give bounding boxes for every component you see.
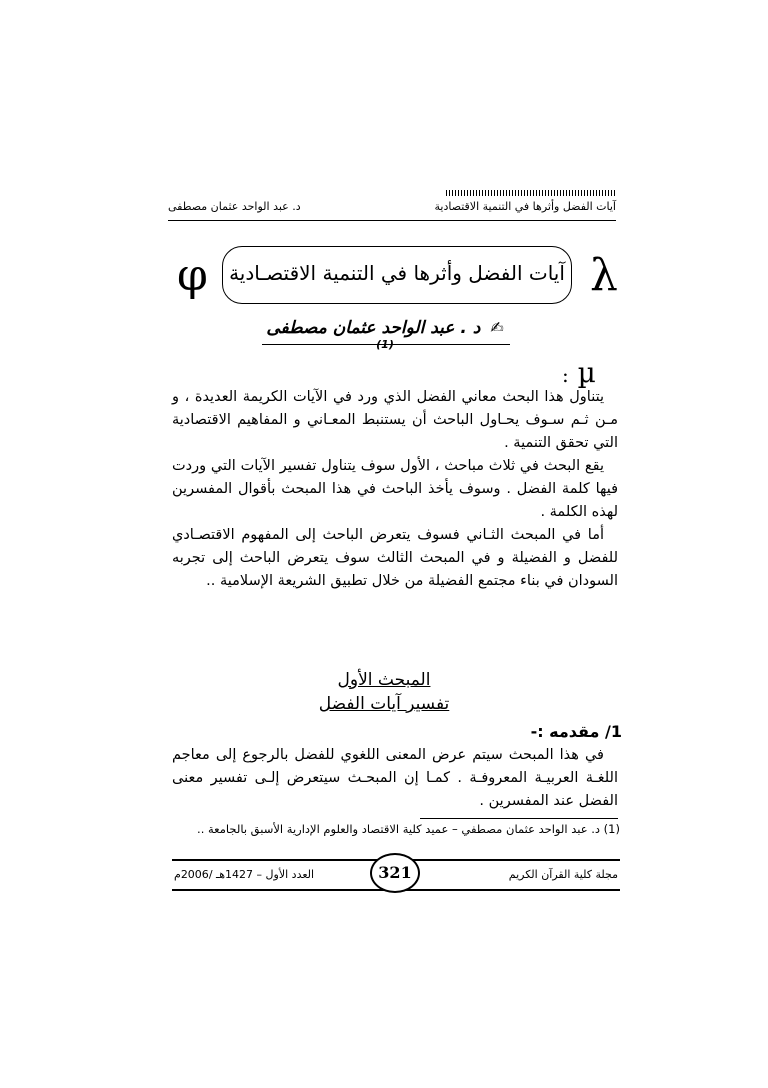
section-heading: المبحث الأول [337,670,431,690]
author-footnote-ref: (1) [376,338,394,351]
intro-heading: 1/ مقدمه :- [530,722,622,741]
abstract-body [172,386,618,593]
footnote: (1) د. عبد الواحد عثمان مصطفي – عميد كلية الاقتصاد والعلوم الإدارية الأسبق بالجامعة .. [197,822,620,836]
page-footer [172,859,620,891]
abstract-paragraph-3: أما في المبحث الثـاني فسوف يتعرض الباحث إلى المفهوم الاقتصـادي للفضل و الفضيلة و في المبحث الثالث سوف يتعرض الباحث إلى تجربه السودان في بناء مجتمع الفضيلة من خلال تطبيق الشريعة الإسلامية .. [172,527,618,589]
abstract-mark [562,356,596,389]
abstract-symbol: µ [577,356,596,389]
right-ornament-symbol: λ [590,250,618,301]
author-name: د . عبد الواحد عثمان مصطفى [266,318,481,338]
section-subheading: تفسير آيات الفضل [318,694,450,714]
page-number: 321 [370,853,420,893]
intro-paragraph: في هذا المبحث سيتم عرض المعنى اللغوي للفضل بالرجوع إلى معاجم اللغـة العربيـة المعروفـة . كمـا إن المبحـث سيتعرض إلـى تفسير معنى الفضل عند المفسرين . [172,747,618,809]
title-frame [222,246,572,304]
article-title: آيات الفضل وأثرها في التنمية الاقتصـادية [229,261,565,285]
header-author-name: د. عبد الواحد عثمان مصطفى [168,200,301,213]
running-header [168,196,616,221]
intro-body [172,744,618,813]
author-line [262,318,508,360]
left-ornament-symbol: φ [177,250,208,301]
abstract-colon: : [562,363,569,387]
header-article-title: آيات الفضل وأثرها في التنمية الاقتصادية [434,200,616,213]
abstract-paragraph-1: يتناول هذا البحث معاني الفضل الذي ورد في الآيات الكريمة العديدة ، و مـن ثـم سـوف يحـاول الباحث أن يستنبط المعـاني و المفاهيم الاقتصادية التي تحقق التنمية . [172,389,618,451]
pen-icon: ✍ [490,318,504,337]
footnote-separator [420,818,618,819]
footer-issue: العدد الأول – 1427هـ /2006م [174,868,315,881]
abstract-paragraph-2: يقع البحث في ثلاث مباحث ، الأول سوف يتناول تفسير الآيات التي وردت فيها كلمة الفضل . وسوف يأخذ الباحث في هذا المبحث بأقوال المفسرين لهذه الكلمة . [172,458,618,520]
author-underline [262,344,510,345]
header-ornament [446,190,616,196]
footer-journal-name: مجلة كلية القرآن الكريم [508,868,618,881]
